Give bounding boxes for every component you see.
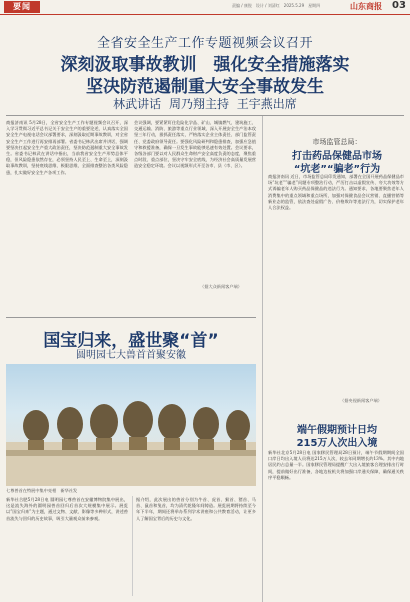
side1-kicker: 市场监管总局：: [312, 138, 362, 146]
newspaper-brand: 山东商报: [350, 2, 382, 11]
side2-body: 新华社北京5月28日电 国家移民管理局28日预计，端午节假期期间全国口岸日均出入境人员将达215万人次，较去年同期增长约13%。其中内地居民约占总量一半。国家移民管理局提醒广大出入境旅客合理安排出行时间，提前做好出行准备，各地边检机关将加强口岸通关保障，确保通关秩序平稳顺畅。: [268, 450, 404, 480]
section-tag: 要闻: [4, 1, 40, 13]
story2-body-col1: 新华社合肥5月28日电 圆明园七尊兽首在安徽博物院集中展出，这是流失海外的圆明园兽首回归后首次大规模集中展示。展览以“国宝归来”为主题，通过文物、文献、影像等多种形式，讲述兽首流失与回归的历史故事，吸引大量观众前来参观。: [6, 497, 128, 521]
story2-subhead: 圆明园七大兽首首聚安徽: [76, 350, 186, 361]
side1-credit: （据央视新闻客户端）: [340, 398, 382, 403]
lead-speakers: 林武讲话 周乃翔主持 王宇燕出席: [113, 97, 297, 111]
side1-body: 商报济南讯 近日，市场监管总局印发通知，部署在全国开展药品保健品市场“坑老”“骗老”问题专项整治行动，严厉打击以虚假宣传、夸大功效等方式诱骗老年人购买药品保健品的违法行为。通知要求，各地要聚焦老年人消费集中的重点领域和重点场所，加强对保健食品会议营销、直播营销等新业态的监管，依法查处虚假广告、价格欺诈等违法行为，切实保护老年人合法权益。: [268, 174, 404, 211]
photo-caption: 七尊兽首在特展中集中亮相 新华社发: [6, 488, 78, 493]
header-meta: 责编 / 康锐 设计 / 刘清红 2025.5.29 星期四: [232, 3, 321, 8]
lead-body-col2: 会议强调，要紧紧盯住危险化学品、矿山、城镇燃气、建筑施工、交通运输、消防、旅游等重点行业领域，深入开展安全生产治本攻坚三年行动，狠抓责任落实，严格落实企业主体责任、部门监管责任、党委政府领导责任。要强化风险研判和隐患排查，加强应急值守和救援准备，确保一旦发生事故能够迅速有效处置。会议要求，各级各部门要以对人民群众生命财产安全高度负责的态度，聚焦重点时段、重点部位，坚决守牢安全底线，为经济社会高质量发展营造安全稳定环境。会议以视频形式开至各市、县（市、区）。: [134, 120, 256, 169]
divider: [6, 115, 404, 116]
column-divider: [132, 496, 133, 596]
page-number: 03: [392, 0, 406, 11]
page-header: [0, 0, 410, 15]
lead-kicker: 全省安全生产工作专题视频会议召开: [96, 36, 313, 51]
side2-headline-2: 215万人次出入境: [296, 438, 378, 449]
column-divider: [262, 116, 263, 602]
lead-body-col1: 商报济南讯 5月28日，全省安全生产工作专题视频会议召开，深入学习贯彻习近平总书记关于安全生产的重要论述，认真落实全国安全生产电视电话会议部署要求，深刻汲取近期事故教训，对全省安全生产工作进行再安排再部署。省委书记林武出席并讲话，强调要坚决扛起安全生产重大政治责任，坚决防范遏制重大安全事故发生。省委书记林武在讲话中指出，当前我省安全生产形势总体平稳，但风险隐患依然存在，必须坚持人民至上、生命至上，深刻汲取事故教训，坚持底线思维、极限思维，全面排查整治各类风险隐患，扎实做好安全生产各项工作。: [6, 120, 128, 175]
lead-headline-2: 坚决防范遏制重大安全事故发生: [86, 77, 324, 97]
divider: [6, 317, 256, 318]
side1-headline-1: 打击药品保健品市场: [292, 151, 382, 162]
story2-headline: 国宝归来，盛世聚“首”: [43, 331, 219, 351]
lead-credit: （据大众新闻客户端）: [200, 284, 242, 289]
lead-headline-1: 深刻汲取事故教训 强化安全措施落实: [60, 55, 350, 75]
side2-headline-1: 端午假期预计日均: [297, 425, 377, 436]
side1-headline-2: “坑老”“骗老”行为: [293, 164, 381, 175]
story2-body-col2: 据介绍，此次展出的兽首分别为牛首、虎首、猴首、猪首、马首、鼠首和兔首，均为清代乾隆年间铸造。展览展期将持续至今年下半年，期间还将举办系列学术讲座和公共教育活动，让更多人了解国宝背后的历史与文化。: [136, 497, 256, 521]
bronze-heads-photo: [6, 364, 256, 486]
